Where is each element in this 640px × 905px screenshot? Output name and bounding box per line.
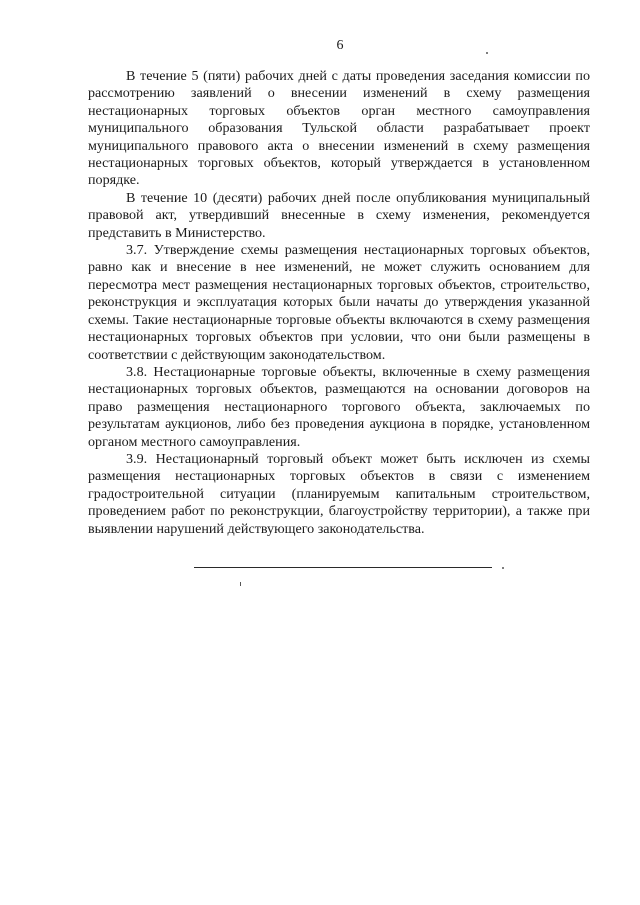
- scan-speck: [240, 582, 241, 586]
- paragraph-amendment-procedure: В течение 5 (пяти) рабочих дней с даты проведения заседания комиссии по рассмотрению заявлений о внесении изменений в схему размещения нестационарных торговых объектов орган местного самоуправления муниципального образования Тульской области разрабатывает проект муниципального правового акта о внесении изменений в схему размещения нестационарных торговых объектов, который утверждается в установленном порядке.: [88, 68, 590, 189]
- scan-speck: [502, 567, 504, 569]
- page-number: 6: [336, 38, 344, 53]
- paragraph-ministry-submission: В течение 10 (десяти) рабочих дней после опубликования муниципальный правовой акт, утвердивший внесенные в схему изменения, рекомендуется представить в Министерство.: [88, 189, 590, 241]
- scan-speck: [486, 52, 488, 54]
- document-body: [88, 68, 590, 538]
- end-separator-line: [194, 567, 492, 568]
- paragraph-3-7: 3.7. Утверждение схемы размещения нестационарных торговых объектов, равно как и внесение в нее изменений, не может служить основанием для пересмотра мест размещения нестационарных торговых объектов, строительство, реконструкция и эксплуатация которых были начаты до утверждения указанной схемы. Такие нестационарные торговые объекты включаются в схему размещения нестационарных торговых объектов при условии, что они были размещены в соответствии с действующим законодательством.: [88, 242, 590, 363]
- paragraph-3-9: 3.9. Нестационарный торговый объект может быть исключен из схемы размещения нестационарных торговых объектов в связи с изменением градостроительной ситуации (планируемым капитальным строительством, проведением работ по реконструкции, благоустройству территории), а также при выявлении нарушений действующего законодательства.: [88, 450, 590, 537]
- paragraph-3-8: 3.8. Нестационарные торговые объекты, включенные в схему размещения нестационарных торговых объектов, размещаются на основании договоров на право размещения нестационарного торгового объекта, заключаемых по результатам аукционов, либо без проведения аукциона в порядке, установленном органом местного самоуправления.: [88, 363, 590, 450]
